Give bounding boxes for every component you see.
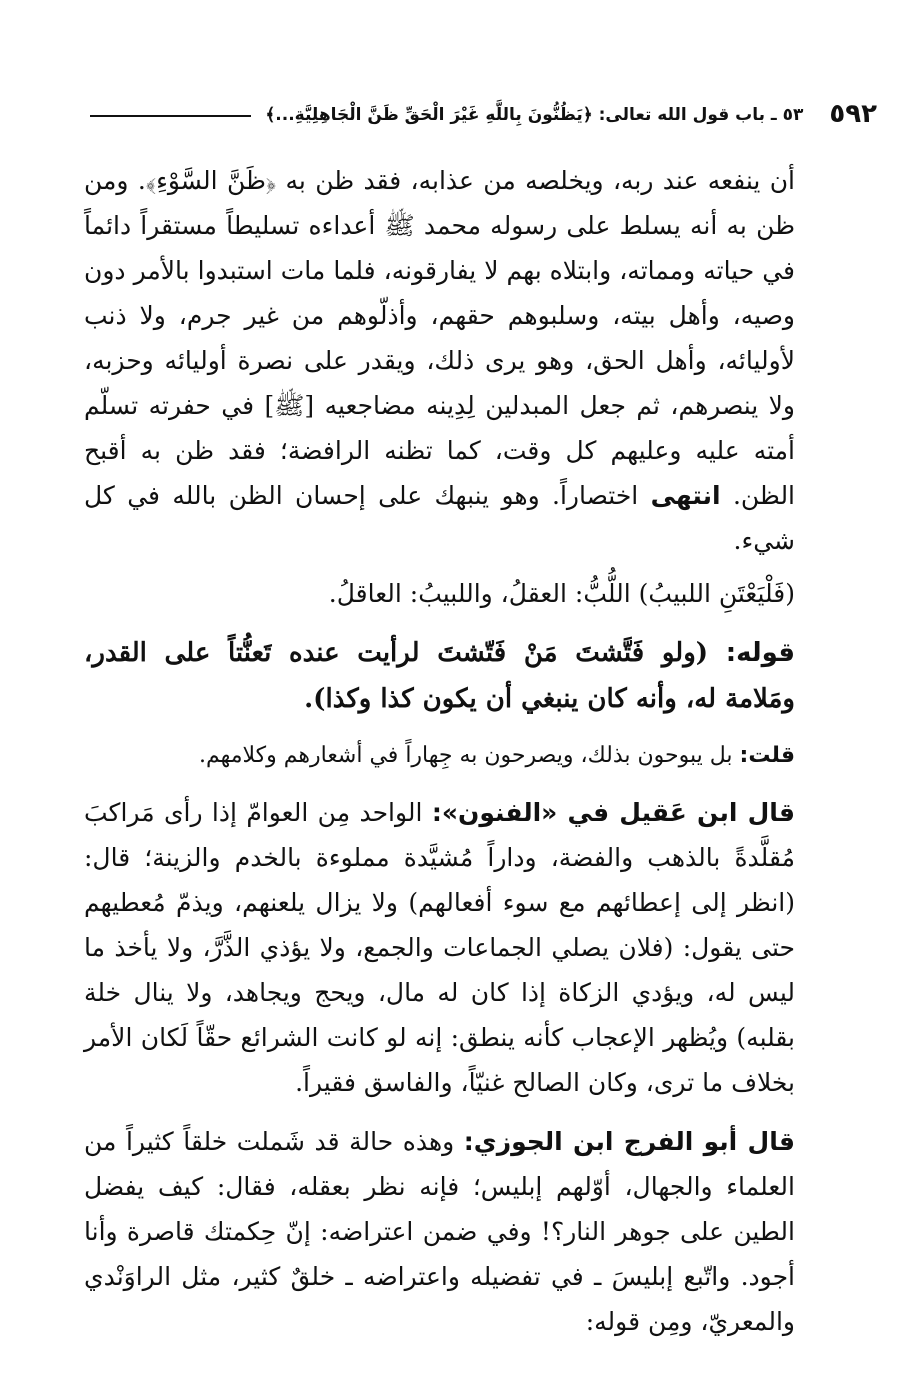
paragraph-5 — [84, 736, 795, 776]
paragraph-7 — [84, 1119, 795, 1344]
paragraph-4-lead: قوله: — [725, 638, 795, 668]
paragraph-4-text: (ولو فَتَّشتَ مَنْ فَتّشتَ لرأيت عنده تَعنُّتاً على القدر، ومَلامة له، وأنه كان ينبغي أن يكون كذا وكذا). — [84, 638, 795, 714]
paragraph-6 — [84, 790, 795, 1105]
paragraph-6-lead: قال ابن عَقيل في «الفنون»: — [431, 798, 796, 827]
paragraph-2-lead: انتهى — [650, 481, 721, 510]
paragraph-7-text: وهذه حالة قد شَملت خلقاً كثيراً من العلماء والجهال، أوّلهم إبليس؛ فإنه نظر بعقله، فقال: كيف يفضل الطين على جوهر النار؟! وفي ضمن اعتراضه: إنّ حِكمتك قاصرة وأنا أجود. واتّبع إبليسَ ـ في تفضيله واعتراضه ـ خلقٌ كثير، مثل الراوَنْدي والمعريّ، ومِن قوله: — [84, 1127, 795, 1336]
paragraph-1 — [84, 158, 795, 563]
paragraph-3 — [84, 571, 795, 616]
paragraph-5-lead: قلت: — [739, 743, 795, 768]
paragraph-7-lead: قال أبو الفرج ابن الجوزي: — [463, 1127, 795, 1156]
paragraph-6-text: الواحد مِن العوامّ إذا رأى مَراكبَ مُقلَّدةً بالذهب والفضة، وداراً مُشيَّدة مملوءة بالخدم والزينة؛ قال: (انظر إلى إعطائهم مع سوء أفعالهم) ولا يزال يلعنهم، ويذمّ مُعطيهم حتى يقول: (فلان يصلي الجماعات والجمع، ولا يؤذي الذَّرَّ، ولا يأخذ ما ليس له، ويؤدي الزكاة إذا كان له مال، ويحج ويجاهد، ولا ينال خلة بقلبه) ويُظهر الإعجاب كأنه ينطق: إنه لو كانت الشرائع حقّاً لَكان الأمر بخلاف ما ترى، وكان الصالح غنيّاً، والفاسق فقيراً. — [84, 798, 795, 1097]
paragraph-2-text: اختصاراً. وهو ينبهك على إحسان الظن بالله في كل شيء. — [84, 481, 795, 555]
paragraph-5-text: بل يبوحون بذلك، ويصرحون به جِهاراً في أشعارهم وكلامهم. — [198, 743, 733, 768]
running-header — [90, 92, 877, 136]
header-rule — [90, 115, 251, 117]
chapter-title: ٥٣ ـ باب قول الله تعالى: ﴿يَظُنُّونَ بِاللَّهِ غَيْرَ الْحَقِّ ظَنَّ الْجَاهِلِيَّةِ...﴾ — [265, 104, 804, 125]
page-number: ٥٩٢ — [829, 99, 877, 129]
paragraph-3-text: (فَلْيَعْتَنِ اللبيبُ) اللُّبُّ: العقلُ، واللبيبُ: العاقلُ. — [328, 579, 795, 608]
paragraph-1-text: أن ينفعه عند ربه، ويخلصه من عذابه، فقد ظن به ﴿ظَنَّ السَّوْءِ﴾. ومن ظن به أنه يسلط على رسوله محمد ﷺ أعداءه تسليطاً مستقراً دائماً في حياته ومماته، وابتلاه بهم لا يفارقونه، فلما مات استبدوا بالأمر دون وصيه، وأهل بيته، وسلبوهم حقهم، وأذلّوهم من غير جرم، ولا ذنب لأوليائه، وأهل الحق، وهو يرى ذلك، ويقدر على نصرة أوليائه وحزبه، ولا ينصرهم، ثم جعل المبدلين لِدِينه مضاجعيه [ﷺ] في حفرته تسلّم أمته عليه وعليهم كل وقت، كما تظنه الرافضة؛ فقد ظن به أقبح الظن. — [84, 166, 796, 510]
body-text — [84, 158, 795, 1344]
paragraph-4 — [84, 630, 795, 722]
